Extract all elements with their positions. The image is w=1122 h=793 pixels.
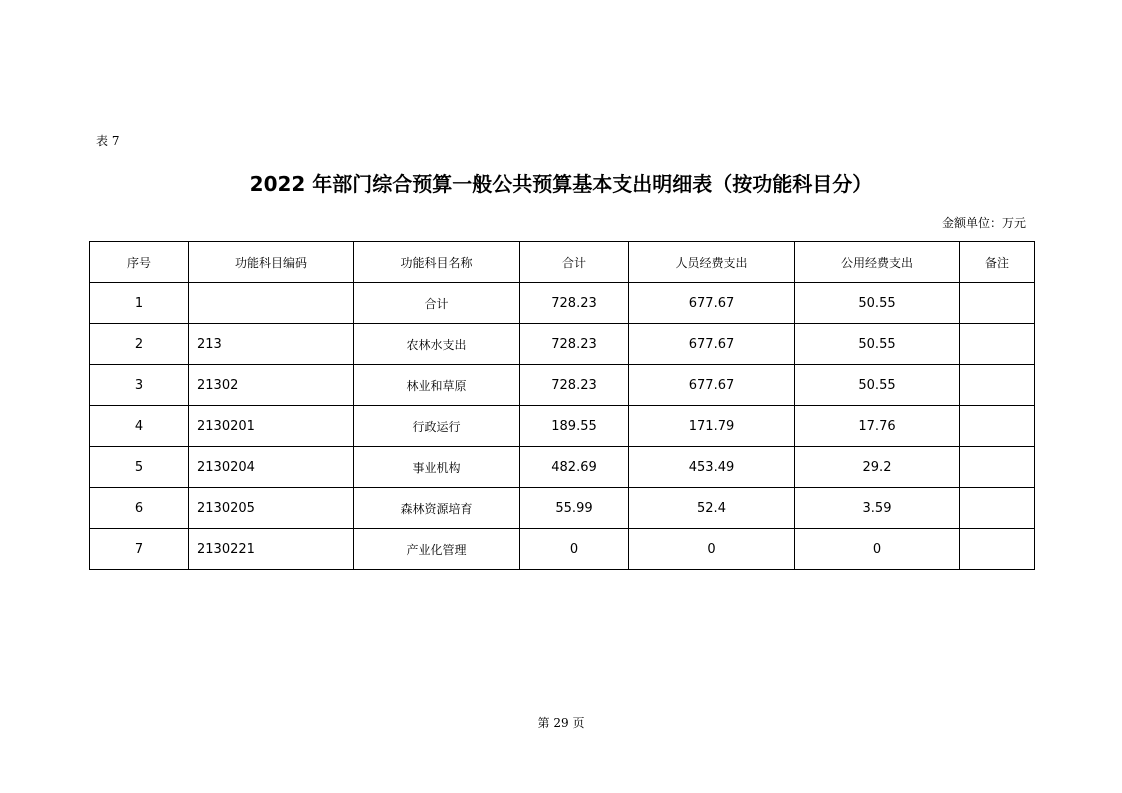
header-code: 功能科目编码 (189, 242, 354, 283)
cell-personnel: 677.67 (629, 283, 795, 324)
cell-total: 55.99 (520, 488, 629, 529)
table-label: 表 7 (96, 134, 120, 148)
cell-note (960, 324, 1035, 365)
cell-total: 0 (520, 529, 629, 570)
cell-name: 合计 (354, 283, 520, 324)
cell-name: 行政运行 (354, 406, 520, 447)
cell-name: 林业和草原 (354, 365, 520, 406)
cell-public: 50.55 (795, 324, 960, 365)
cell-personnel: 52.4 (629, 488, 795, 529)
cell-seq: 7 (90, 529, 189, 570)
table-row (90, 488, 1035, 529)
cell-code: 21302 (189, 365, 354, 406)
cell-personnel: 453.49 (629, 447, 795, 488)
cell-seq: 1 (90, 283, 189, 324)
cell-total: 728.23 (520, 324, 629, 365)
cell-public: 29.2 (795, 447, 960, 488)
cell-name: 农林水支出 (354, 324, 520, 365)
table-row (90, 529, 1035, 570)
cell-code: 213 (189, 324, 354, 365)
header-seq: 序号 (90, 242, 189, 283)
cell-note (960, 488, 1035, 529)
cell-total: 728.23 (520, 365, 629, 406)
header-total: 合计 (520, 242, 629, 283)
page-title: 2022 年部门综合预算一般公共预算基本支出明细表（按功能科目分） (249, 172, 873, 196)
header-name: 功能科目名称 (354, 242, 520, 283)
cell-public: 50.55 (795, 365, 960, 406)
cell-public: 50.55 (795, 283, 960, 324)
cell-seq: 5 (90, 447, 189, 488)
table-row (90, 283, 1035, 324)
cell-name: 产业化管理 (354, 529, 520, 570)
cell-public: 3.59 (795, 488, 960, 529)
table-header-row (90, 242, 1035, 283)
cell-seq: 2 (90, 324, 189, 365)
header-public: 公用经费支出 (795, 242, 960, 283)
cell-name: 森林资源培育 (354, 488, 520, 529)
cell-name: 事业机构 (354, 447, 520, 488)
cell-code (189, 283, 354, 324)
table-row (90, 406, 1035, 447)
cell-public: 0 (795, 529, 960, 570)
cell-personnel: 677.67 (629, 365, 795, 406)
cell-note (960, 447, 1035, 488)
cell-seq: 3 (90, 365, 189, 406)
cell-personnel: 171.79 (629, 406, 795, 447)
header-note: 备注 (960, 242, 1035, 283)
cell-note (960, 529, 1035, 570)
cell-note (960, 365, 1035, 406)
cell-code: 2130201 (189, 406, 354, 447)
cell-public: 17.76 (795, 406, 960, 447)
unit-label: 金额单位：万元 (941, 216, 1026, 230)
table-row (90, 447, 1035, 488)
cell-code: 2130204 (189, 447, 354, 488)
page-number: 第 29 页 (537, 716, 585, 730)
cell-code: 2130221 (189, 529, 354, 570)
cell-total: 482.69 (520, 447, 629, 488)
header-personnel: 人员经费支出 (629, 242, 795, 283)
cell-code: 2130205 (189, 488, 354, 529)
cell-personnel: 677.67 (629, 324, 795, 365)
cell-total: 189.55 (520, 406, 629, 447)
cell-note (960, 283, 1035, 324)
table-row (90, 365, 1035, 406)
budget-table (89, 241, 1035, 570)
cell-personnel: 0 (629, 529, 795, 570)
cell-seq: 4 (90, 406, 189, 447)
table-row (90, 324, 1035, 365)
cell-note (960, 406, 1035, 447)
cell-seq: 6 (90, 488, 189, 529)
cell-total: 728.23 (520, 283, 629, 324)
